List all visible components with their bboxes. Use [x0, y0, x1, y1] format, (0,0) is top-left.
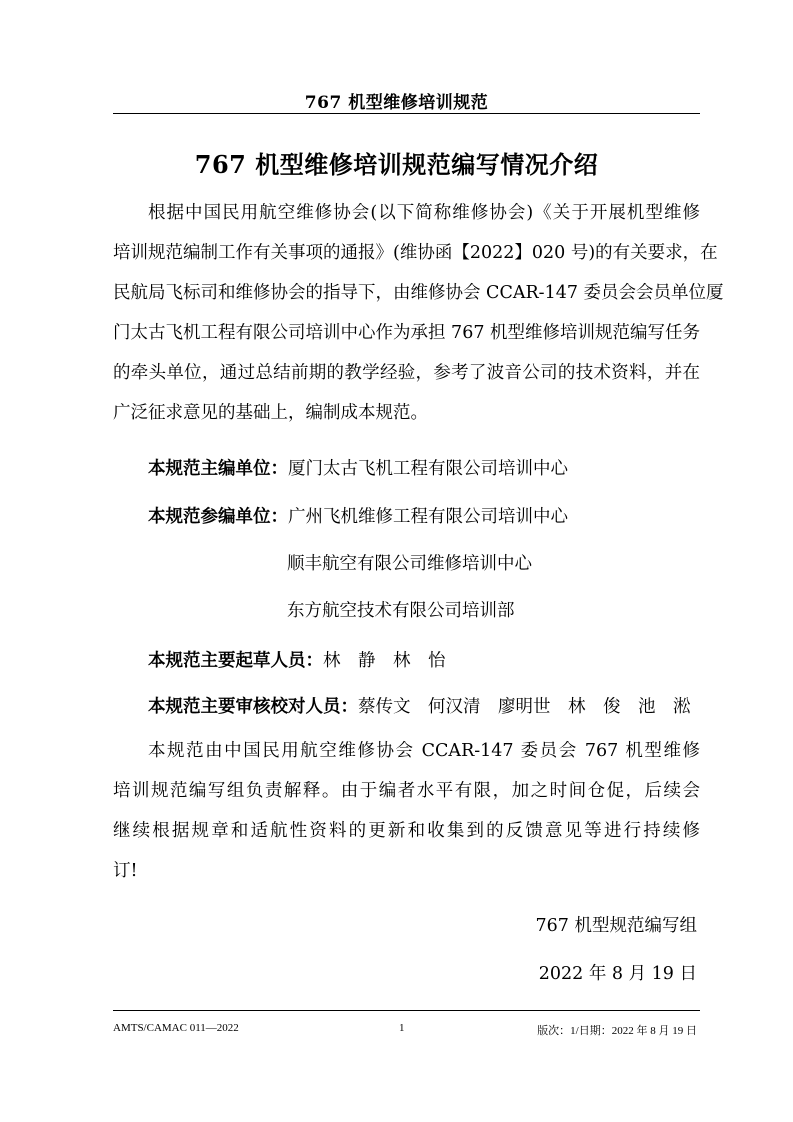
co-unit-value: 广州飞机维修工程有限公司培训中心: [288, 507, 568, 527]
reviewers-row: [148, 693, 691, 718]
closing-line: 订!: [113, 861, 138, 881]
header-rule: [113, 113, 700, 114]
footer-page-number: 1: [399, 1022, 405, 1034]
co-unit-label: 本规范参编单位：: [148, 507, 288, 527]
chief-unit-value: 厦门太古飞机工程有限公司培训中心: [288, 459, 568, 479]
drafters-label: 本规范主要起草人员：: [148, 651, 323, 671]
running-header-title: 767 机型维修培训规范: [304, 93, 489, 113]
intro-line: 的牵头单位，通过总结前期的教学经验，参考了波音公司的技术资料，并在: [113, 363, 700, 383]
closing-line: 继续根据规章和适航性资料的更新和收集到的反馈意见等进行持续修: [113, 821, 700, 841]
intro-line: 门太古飞机工程有限公司培训中心作为承担 767 机型维修培训规范编写任务: [113, 323, 701, 343]
closing-paragraph: [113, 731, 700, 891]
closing-line: 培训规范编写组负责解释。由于编者水平有限，加之时间仓促，后续会: [113, 781, 700, 801]
signature: 767 机型规范编写组: [535, 916, 697, 936]
drafters-value: 林 静 林 怡: [323, 651, 446, 671]
footer-rule: [113, 1010, 700, 1011]
intro-paragraph: [113, 193, 724, 433]
reviewers-label: 本规范主要审核校对人员：: [148, 697, 358, 717]
intro-line: 根据中国民用航空维修协会(以下简称维修协会)《关于开展机型维修: [148, 203, 700, 223]
reviewers-value: 蔡传文 何汉清 廖明世 林 俊 池 淞: [358, 697, 691, 717]
footer-version-info: 版次：1/日期：2022 年 8 月 19 日: [537, 1025, 697, 1037]
document-title: 767 机型维修培训规范编写情况介绍: [194, 150, 599, 179]
intro-line: 广泛征求意见的基础上，编制成本规范。: [113, 403, 428, 423]
footer-doc-code: AMTS/CAMAC 011—2022: [113, 1022, 239, 1034]
intro-line: 民航局飞标司和维修协会的指导下，由维修协会 CCAR-147 委员会会员单位厦: [113, 283, 724, 303]
co-unit-value: 东方航空技术有限公司培训部: [287, 601, 515, 621]
chief-unit-label: 本规范主编单位：: [148, 459, 288, 479]
intro-line: 培训规范编制工作有关事项的通报》(维协函【2022】020 号)的有关要求，在: [113, 243, 718, 263]
co-unit-row: [148, 503, 568, 528]
document-date: 2022 年 8 月 19 日: [538, 964, 697, 984]
co-unit-value: 顺丰航空有限公司维修培训中心: [287, 554, 532, 574]
drafters-row: [148, 647, 446, 672]
closing-line: 本规范由中国民用航空维修协会 CCAR-147 委员会 767 机型维修: [148, 741, 700, 761]
chief-unit-row: [148, 455, 568, 480]
